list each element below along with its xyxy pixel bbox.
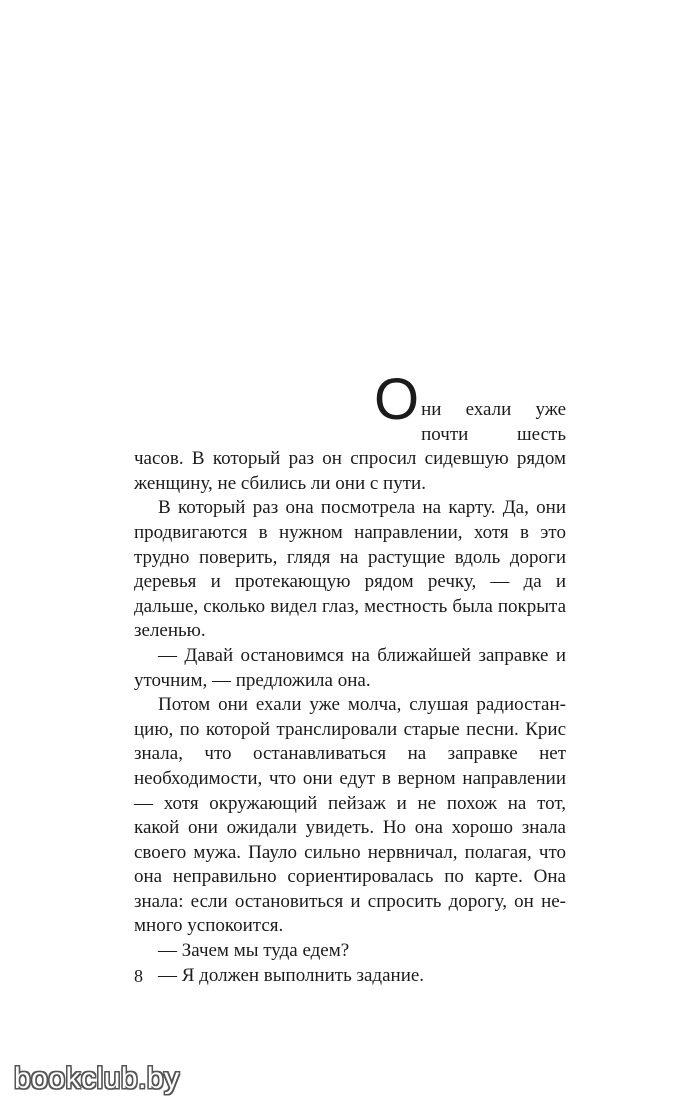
paragraph-1: [134, 367, 566, 496]
paragraph-3: — Давай остановимся на ближайшей заправке и уточним, — предложила она.: [134, 644, 566, 691]
drop-cap: О: [374, 367, 420, 432]
paragraph-6: — Я должен выполнить задание.: [158, 964, 425, 986]
paragraph-4: Потом они ехали уже молча, слушая радиостанцию, по которой транслировали старые песни. Крис знала, что останавливаться на заправке нет необходимости, что они едут в верном направлении — хотя окружающий пейзаж и не похож на тот, какой они ожидали увидеть. Но она хорошо знала своего мужа. Пауло сильно нервничал, полагая, что она неправильно сориентировалась по карте. Она знала: если остановиться и спросить дорогу, он немного успокоится.: [134, 694, 566, 937]
paragraph-2: В который раз она посмотрела на карту. Да, они продвигаются в нужном направлении, хотя в это трудно поверить, глядя на растущие вдоль дороги деревья и протекающую рядом речку, — да и дальше, сколько видел глаз, местность была покрыта зеленью.: [134, 497, 566, 642]
page-body: [134, 367, 566, 988]
paragraph-1-text: ни ехали уже почти шесть часов. В который раз он спросил сидевшую рядом женщину, не сбились ли они с пути.: [134, 399, 566, 494]
page-number: 8: [134, 966, 143, 986]
watermark-logo: bookclub.by: [14, 1062, 180, 1095]
paragraph-5: — Зачем мы туда едем?: [158, 940, 350, 962]
drop-cap-spacer: [134, 372, 566, 398]
